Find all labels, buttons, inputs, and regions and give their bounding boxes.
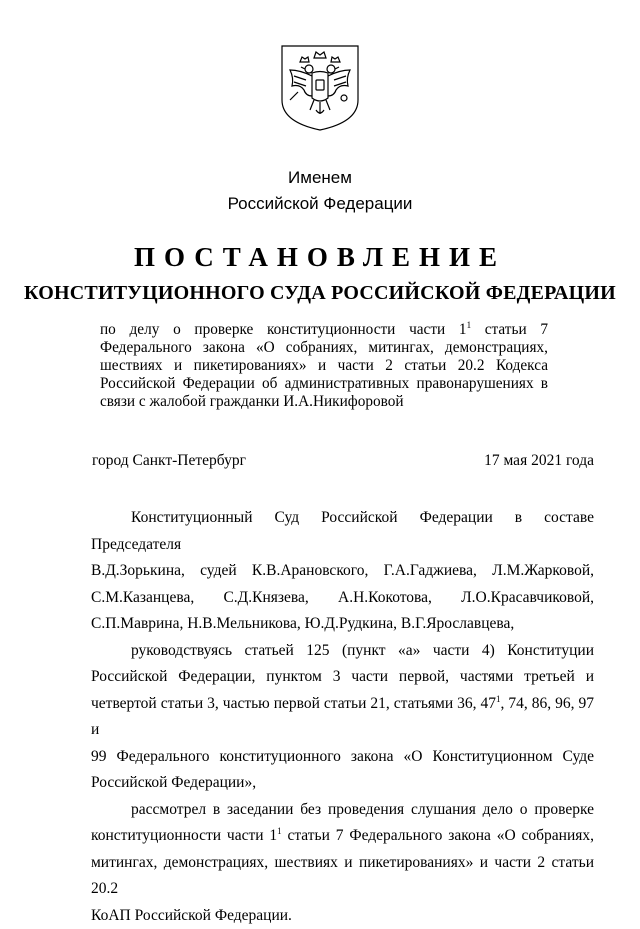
body-line: четвертой статьи 3, частью первой статьи 21, статьями 36, $47^1$, 74, 86, 96, 97 и (91, 691, 594, 744)
body-line: Российской Федерации», (91, 770, 594, 797)
court-name-title: КОНСТИТУЦИОННОГО СУДА РОССИЙСКОЙ ФЕДЕРАЦИИ (0, 282, 640, 305)
body-line: С.М.Казанцева, С.Д.Князева, А.Н.Кокотова, Л.О.Красавчиковой, (91, 585, 594, 612)
body-line: митингах, демонстрациях, шествиях и пикетированиях» и части 2 статьи 20.2 (91, 850, 594, 903)
body-line: 99 Федерального конституционного закона «О Конституционном Суде (91, 744, 594, 771)
ruling-body (91, 505, 594, 929)
city-label: город Санкт-Петербург (92, 452, 246, 470)
body-line: руководствуясь статьей 125 (пункт «а» части 4) Конституции (91, 638, 594, 665)
document-type-title: ПОСТАНОВЛЕНИЕ (0, 242, 640, 273)
body-line: С.П.Маврина, Н.В.Мельникова, Ю.Д.Рудкина, В.Г.Ярославцева, (91, 611, 594, 638)
body-line: Конституционный Суд Российской Федерации в составе Председателя (91, 505, 594, 558)
body-line: КоАП Российской Федерации. (91, 903, 594, 929)
russian-coat-of-arms-icon (276, 40, 364, 132)
case-subject-line: шествиях и пикетированиях» и части 2 статьи 20.2 Кодекса (100, 357, 548, 375)
in-the-name-of: Именем (0, 168, 640, 188)
case-subject-line: по делу о проверке конституционности части $1^1$ статьи 7 (100, 321, 548, 339)
date-label: 17 мая 2021 года (484, 452, 594, 470)
russian-federation-label: Российской Федерации (0, 194, 640, 214)
case-subject (100, 321, 548, 411)
body-line: Российской Федерации, пунктом 3 части первой, частями третьей и (91, 664, 594, 691)
body-line: конституционности части $1^1$ статьи 7 Федерального закона «О собраниях, (91, 823, 594, 850)
body-line: В.Д.Зорькина, судей К.В.Арановского, Г.А.Гаджиева, Л.М.Жарковой, (91, 558, 594, 585)
case-subject-line: Российской Федерации об административных правонарушениях в (100, 375, 548, 393)
case-subject-line: Федерального закона «О собраниях, митингах, демонстрациях, (100, 339, 548, 357)
body-line: рассмотрел в заседании без проведения слушания дело о проверке (91, 797, 594, 824)
case-subject-line: связи с жалобой гражданки И.А.Никифоровой (100, 393, 548, 411)
